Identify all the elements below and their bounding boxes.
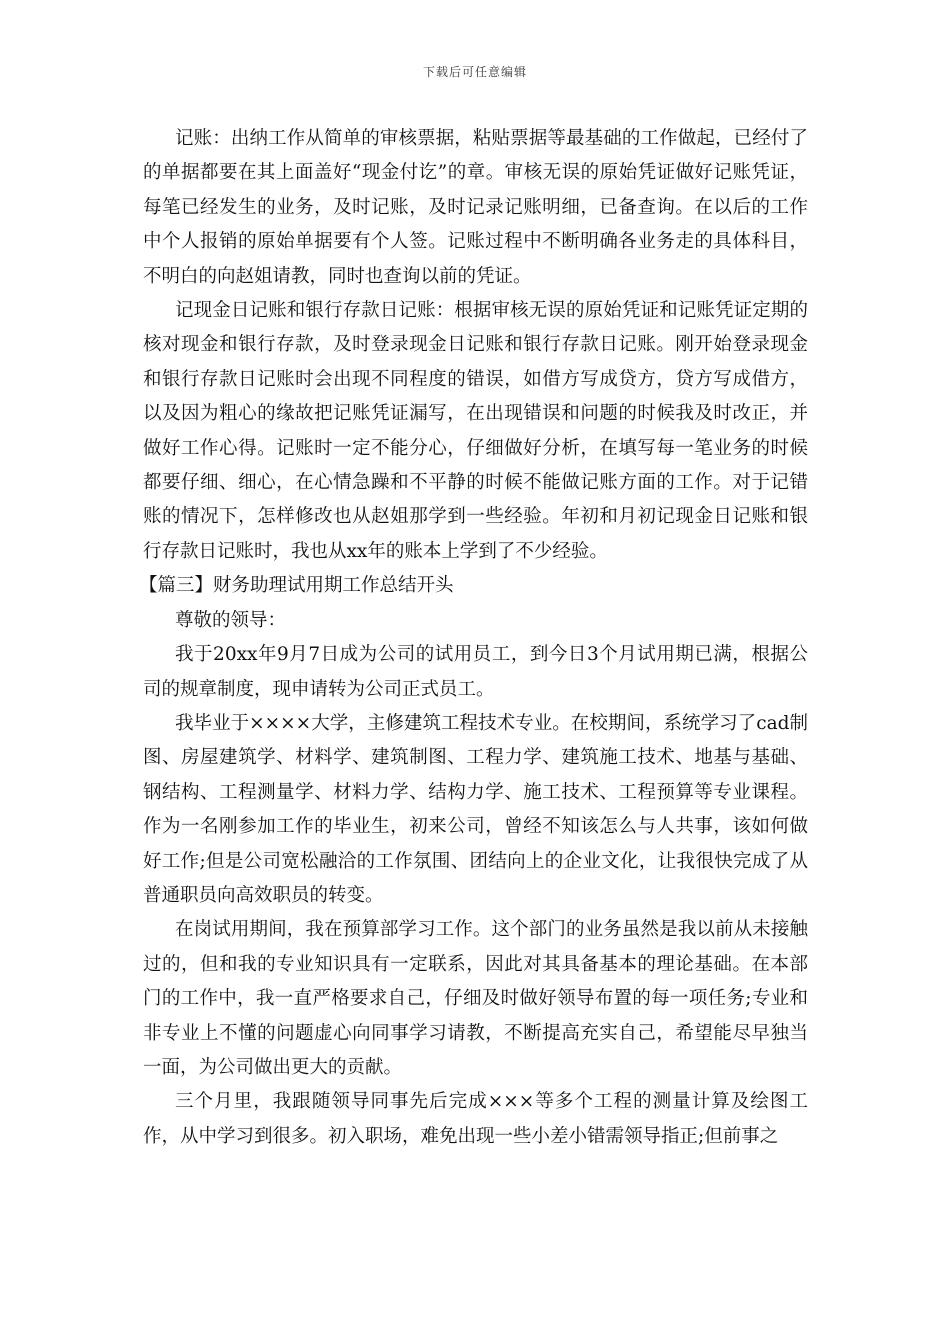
section-heading: 【篇三】财务助理试用期工作总结开头 xyxy=(139,575,454,597)
paragraph-work-experience: 在岗试用期间，我在预算部学习工作。这个部门的业务虽然是我以前从未接触过的，但和我的专业知识具有一定联系，因此对其具备基本的理论基础。在本部门的工作中，我一直严格要求自己，仔细及时做好领导布置的每一项任务;专业和非专业上不懂的问题虚心向同事学习请教，不断提高充实自己，希望能尽早独当一面，为公司做出更大的贡献。 xyxy=(143,919,808,1078)
salutation: 尊敬的领导： xyxy=(175,609,287,631)
paragraph-bookkeeping: 记账：出纳工作从简单的审核票据，粘贴票据等最基础的工作做起，已经付了的单据都要在其上面盖好“现金付讫”的章。审核无误的原始凭证做好记账凭证，每笔已经发生的业务，及时记账，及时记录记账明细，已备查询。在以后的工作中个人报销的原始单据要有个人签。记账过程中不断明确各业务走的具体科目，不明白的向赵姐请教，同时也查询以前的凭证。 xyxy=(143,128,808,287)
page-header: 下载后可任意编辑 xyxy=(422,65,527,79)
paragraph-probation-intro: 我于20xx年9月7日成为公司的试用员工，到今日3个月试用期已满，根据公司的规章制度，现申请转为公司正式员工。 xyxy=(143,644,808,700)
paragraph-three-months: 三个月里，我跟随领导同事先后完成×××等多个工程的测量计算及绘图工作，从中学习到很多。初入职场，难免出现一些小差小错需领导指正;但前事之 xyxy=(143,1091,808,1147)
paragraph-education: 我毕业于××××大学，主修建筑工程技术专业。在校期间，系统学习了cad制图、房屋建筑学、材料学、建筑制图、工程力学、建筑施工技术、地基与基础、钢结构、工程测量学、材料力学、结构力学、施工技术、工程预算等专业课程。作为一名刚参加工作的毕业生，初来公司，曾经不知该怎么与人共事，该如何做好工作;但是公司宽松融洽的工作氛围、团结向上的企业文化，让我很快完成了从普通职员向高效职员的转变。 xyxy=(143,712,808,906)
document-body xyxy=(139,122,808,1154)
paragraph-cash-journal: 记现金日记账和银行存款日记账：根据审核无误的原始凭证和记账凭证定期的核对现金和银行存款，及时登录现金日记账和银行存款日记账。刚开始登录现金和银行存款日记账时会出现不同程度的错误，如借方写成贷方，贷方写成借方，以及因为粗心的缘故把记账凭证漏写，在出现错误和问题的时候我及时改正，并做好工作心得。记账时一定不能分心，仔细做好分析，在填写每一笔业务的时候都要仔细、细心，在心情急躁和不平静的时候不能做记账方面的工作。对于记错账的情况下，怎样修改也从赵姐那学到一些经验。年初和月初记现金日记账和银行存款日记账时，我也从xx年的账本上学到了不少经验。 xyxy=(143,300,808,562)
